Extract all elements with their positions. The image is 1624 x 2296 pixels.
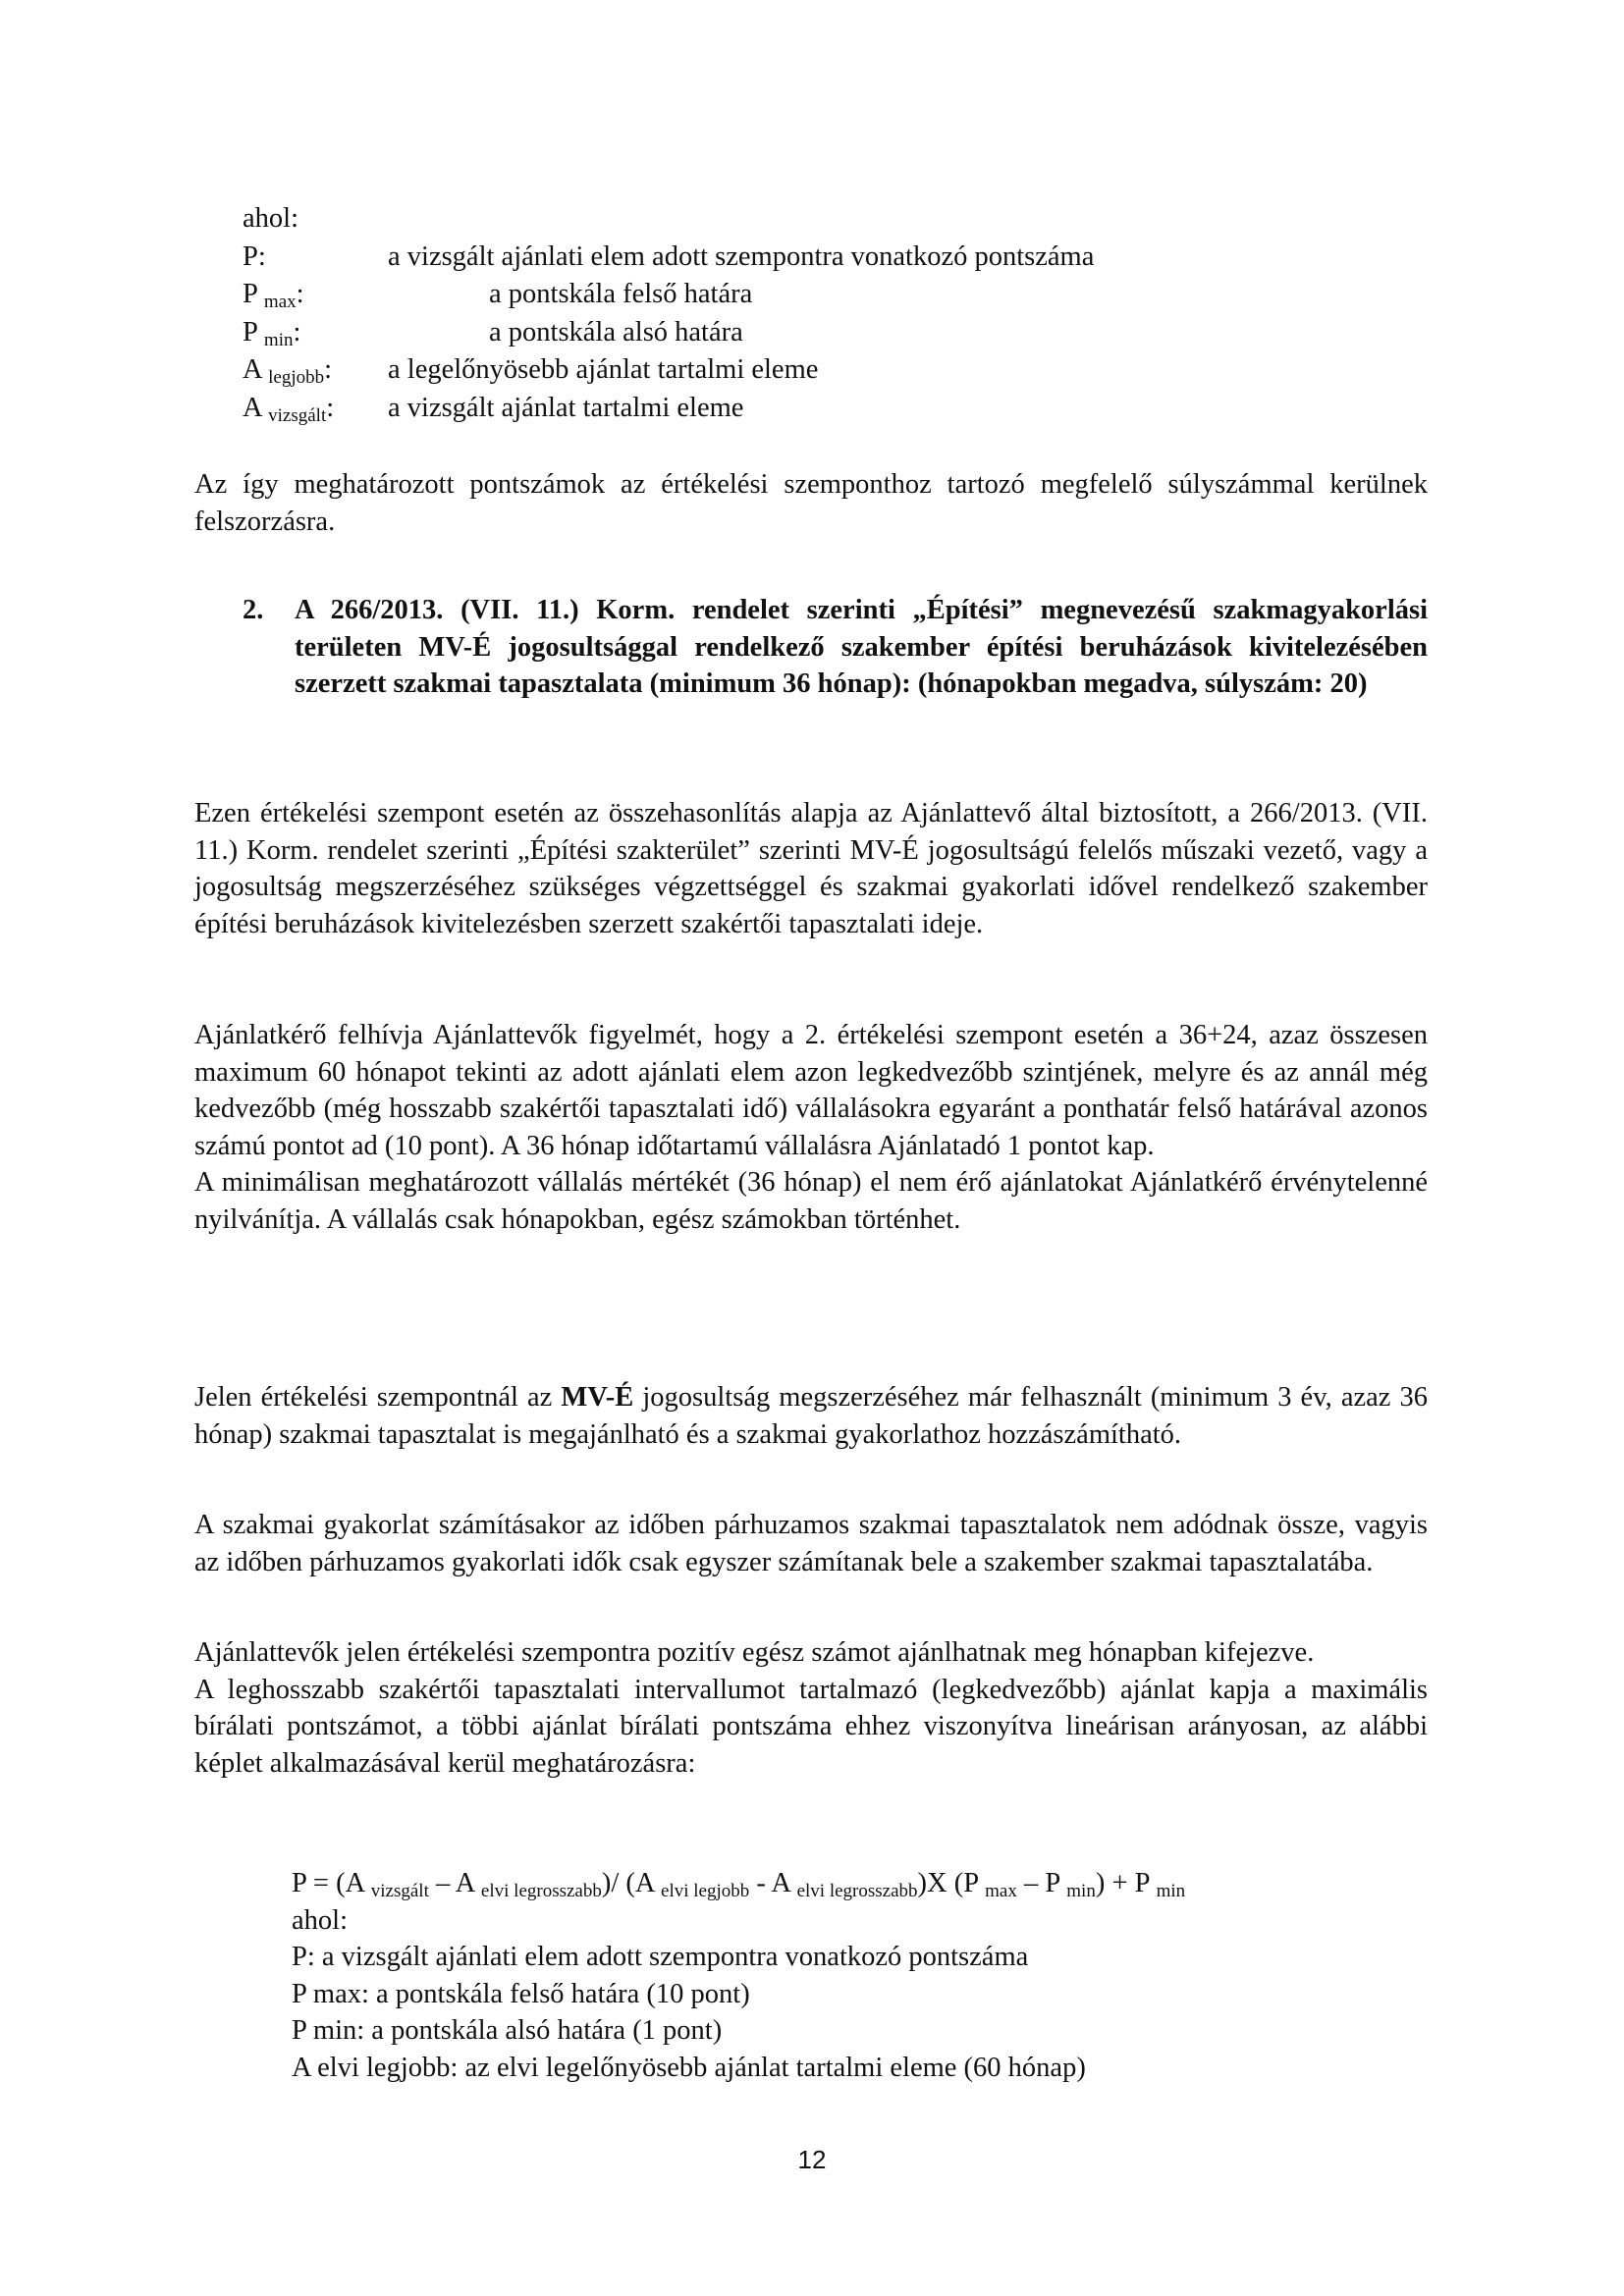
page-number: 12 bbox=[797, 2145, 827, 2174]
section-heading bbox=[243, 592, 1428, 703]
scoring-formula-block bbox=[292, 1865, 1421, 2087]
paragraph-integer-offer: Ajánlattevők jelen értékelési szempontra pozitív egész számot ajánlhatnak meg hónapban kifejezve. A leghosszabb szakértői tapasztalati intervallumot tartalmazó (legkedvezőbb) ajánlat kapja a maximális bírálati pontszámot, a többi ajánlat bírálati pontszáma ehhez viszonyítva lineárisan arányosan, az alábbi képlet alkalmazásával kerül meghatározásra: bbox=[194, 1634, 1428, 1782]
mve-bold: MV-É bbox=[561, 1382, 634, 1413]
definition-text: a vizsgált ajánlat tartalmi eleme bbox=[388, 392, 744, 423]
paragraph-parallel: A szakmai gyakorlat számításakor az időben párhuzamos szakmai tapasztalatok nem adódnak össze, vagyis az időben párhuzamos gyakorlati idők csak egyszer számítanak bele a szakember szakmai tapasztalatába. bbox=[194, 1510, 1428, 1577]
formula-def-line: P min: a pontskála alsó határa (1 pont) bbox=[292, 2015, 723, 2047]
definitions-list bbox=[243, 200, 1094, 427]
paragraph-formula-intro: A leghosszabb szakértői tapasztalati intervallumot tartalmazó (legkedvezőbb) ajánlat kapja a maximális bírálati pontszámot, a többi ajánlat bírálati pontszáma ehhez viszonyítva lineárisan arányosan, az alábbi képlet alkalmazásával kerül meghatározásra: bbox=[194, 1674, 1428, 1779]
formula-def-line: A elvi legjobb: az elvi legelőnyösebb ajánlat tartalmi eleme (60 hónap) bbox=[292, 2052, 1086, 2083]
definitions-intro: ahol: bbox=[243, 203, 298, 234]
heading-text: A 266/2013. (VII. 11.) Korm. rendelet szerinti „Építési” megnevezésű szakmagyakorlási területen MV-É jogosultsággal rendelkező szakember építési beruházások kivitelezésében szerzett szakmai tapasztalata (minimum 36 hónap): (hónapokban megadva, súlyszám: 20) bbox=[295, 595, 1428, 700]
formula-def-line: P max: a pontskála felső határa (10 pont) bbox=[292, 1978, 750, 2009]
heading-number: 2. bbox=[243, 595, 264, 625]
paragraph-basis: Ezen értékelési szempont esetén az összehasonlítás alapja az Ajánlattevő által biztosított, a 266/2013. (VII. 11.) Korm. rendelet szerinti „Építési szakterület” szerinti MV-É jogosultságú felelős műszaki vezető, vagy a jogosultság megszerzéséhez szükséges végzettséggel és szakmai gyakorlati idővel rendelkező szakember építési beruházások kivitelezésben szerzett szakértői tapasztalati ideje. bbox=[194, 798, 1428, 939]
definition-text: a pontskála felső határa bbox=[489, 279, 753, 309]
definition-symbol: P $_{max}$: bbox=[243, 279, 304, 312]
definition-row bbox=[243, 314, 1094, 352]
formula-def-line: ahol: bbox=[292, 1904, 348, 1936]
formula-def-line: P: a vizsgált ajánlati elem adott szempontra vonatkozó pontszáma bbox=[292, 1942, 1029, 1973]
definition-text: a vizsgált ajánlati elem adott szempontra vonatkozó pontszáma bbox=[388, 240, 1095, 272]
definition-text: a legelőnyösebb ajánlat tartalmi eleme bbox=[388, 354, 819, 385]
definition-symbol: A $_{vizsgált}$: bbox=[243, 392, 335, 426]
definition-row bbox=[243, 276, 1094, 314]
paragraph-attention: Ajánlatkérő felhívja Ajánlattevők figyelmét, hogy a 2. értékelési szempont esetén a 36+24, azaz összesen maximum 60 hónapot tekinti az adott ajánlati elem azon legkedvezőbb szintjének, melyre és az annál még kedvezőbb (még hosszabb szakértői tapasztalati idő) vállalásokra egyaránt a ponthatár felső határával azonos számú pontot ad (10 pont). A 36 hónap időtartamú vállalásra Ajánlatadó 1 pontot kap. A minimálisan meghatározott vállalás mértékét (36 hónap) el nem érő ajánlatokat Ajánlatkérő érvénytelenné nyilvánítja. A vállalás csak hónapokban, egész számokban történhet. bbox=[194, 1017, 1428, 1239]
definition-row bbox=[243, 239, 1094, 277]
definition-symbol: P: bbox=[243, 240, 266, 272]
paragraph-mve: Jelen értékelési szempontnál az MV-É jogosultság megszerzéséhez már felhasznált (minimum 3 év, azaz 36 hónap) szakmai tapasztalat is megajánlható és a szakmai gyakorlathoz hozzászámítható. bbox=[194, 1382, 1428, 1450]
definition-text: a pontskála alsó határa bbox=[489, 316, 743, 347]
paragraph-minimum: A minimálisan meghatározott vállalás mértékét (36 hónap) el nem érő ajánlatokat Ajánlatkérő érvénytelenné nyilvánítja. A vállalás csak hónapokban, egész számokban történhet. bbox=[194, 1167, 1428, 1235]
paragraph-weighting: Az így meghatározott pontszámok az értékelési szemponthoz tartozó megfelelő súlyszámmal kerülnek felszorzásra. bbox=[194, 469, 1428, 537]
definition-row bbox=[243, 390, 1094, 428]
definition-row bbox=[243, 351, 1094, 390]
definition-symbol: A $_{legjobb}$: bbox=[243, 354, 333, 388]
definition-symbol: P $_{min}$: bbox=[243, 316, 301, 350]
scoring-formula: P = (A $_{vizsgált}$ – A $_{elvi legrosszabb}$)/ (A $_{elvi legjobb}$ - A $_{elvi legrosszabb}$)X (P $_{max}$ – P $_{min}$) + P $_{min}$ bbox=[292, 1868, 1186, 1901]
